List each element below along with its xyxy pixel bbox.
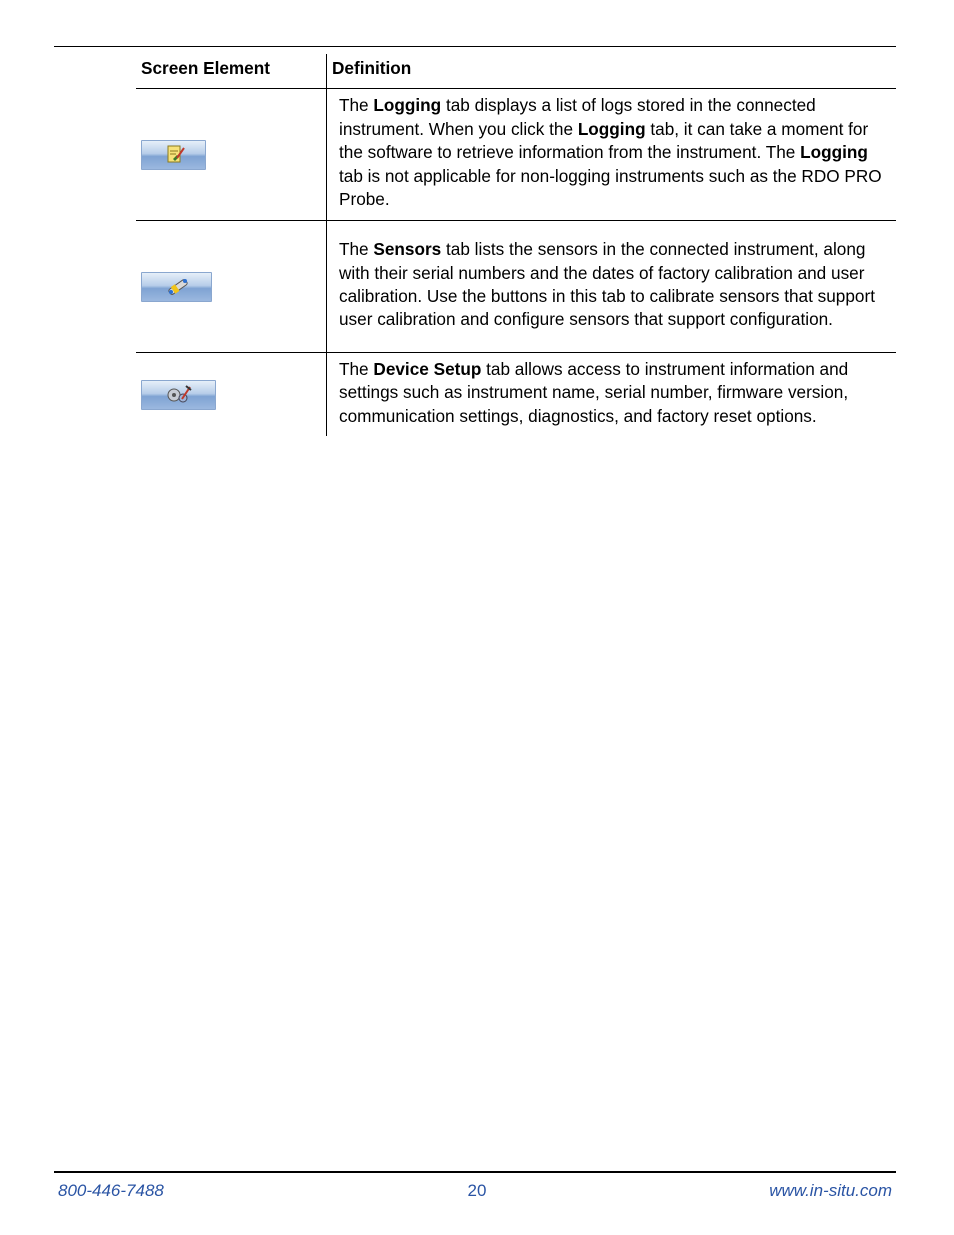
page-number: 20 — [467, 1181, 487, 1200]
definition-cell — [327, 353, 897, 437]
logging-tab-icon — [141, 140, 206, 170]
footer-rule — [54, 1171, 896, 1173]
definition-cell — [327, 89, 897, 221]
definition-text: The — [339, 239, 374, 260]
header-definition: Definition — [327, 54, 897, 89]
definition-text: tab displays a list of logs stored in the connected instrument. When you click the — [339, 95, 816, 139]
definition-text: tab is not applicable for non-logging instruments such as the RDO PRO Probe. — [339, 165, 882, 210]
bold-term: Device Setup — [373, 359, 482, 379]
table-row — [136, 89, 896, 221]
sensors-tab-icon — [141, 272, 212, 302]
footer-phone: 800-446-7488 — [58, 1181, 164, 1200]
bold-term: Logging — [577, 118, 646, 139]
screen-element-cell — [136, 89, 327, 221]
table-header-row — [136, 54, 896, 89]
footer-url[interactable]: www.in-situ.com — [769, 1181, 892, 1200]
definition-text: The — [339, 359, 374, 379]
definitions-table — [136, 54, 896, 436]
bold-term: Logging — [373, 95, 442, 116]
device-setup-tab-icon — [141, 380, 216, 410]
definition-text: tab allows access to instrument information and settings such as instrument name, serial number, firmware version, communication settings, diagnostics, and factory reset options. — [339, 359, 849, 426]
definition-cell — [327, 221, 897, 353]
definition-text: tab, it can take a moment for the software to retrieve information from the instrument. The — [339, 118, 869, 163]
definition-text: The — [339, 95, 374, 116]
definition-text: tab lists the sensors in the connected instrument, along with their serial numbers and the dates of factory calibration and user calibration. Use the buttons in this tab to calibrate sensors that support user calibration and configure sensors that support configuration. — [339, 239, 875, 330]
header-screen-element: Screen Element — [136, 54, 327, 89]
top-rule — [54, 46, 896, 47]
bold-term: Sensors — [373, 239, 442, 260]
screen-element-cell — [136, 353, 327, 437]
bold-term: Logging — [800, 142, 868, 163]
table-row — [136, 353, 896, 437]
screen-element-cell — [136, 221, 327, 353]
table-row — [136, 221, 896, 353]
